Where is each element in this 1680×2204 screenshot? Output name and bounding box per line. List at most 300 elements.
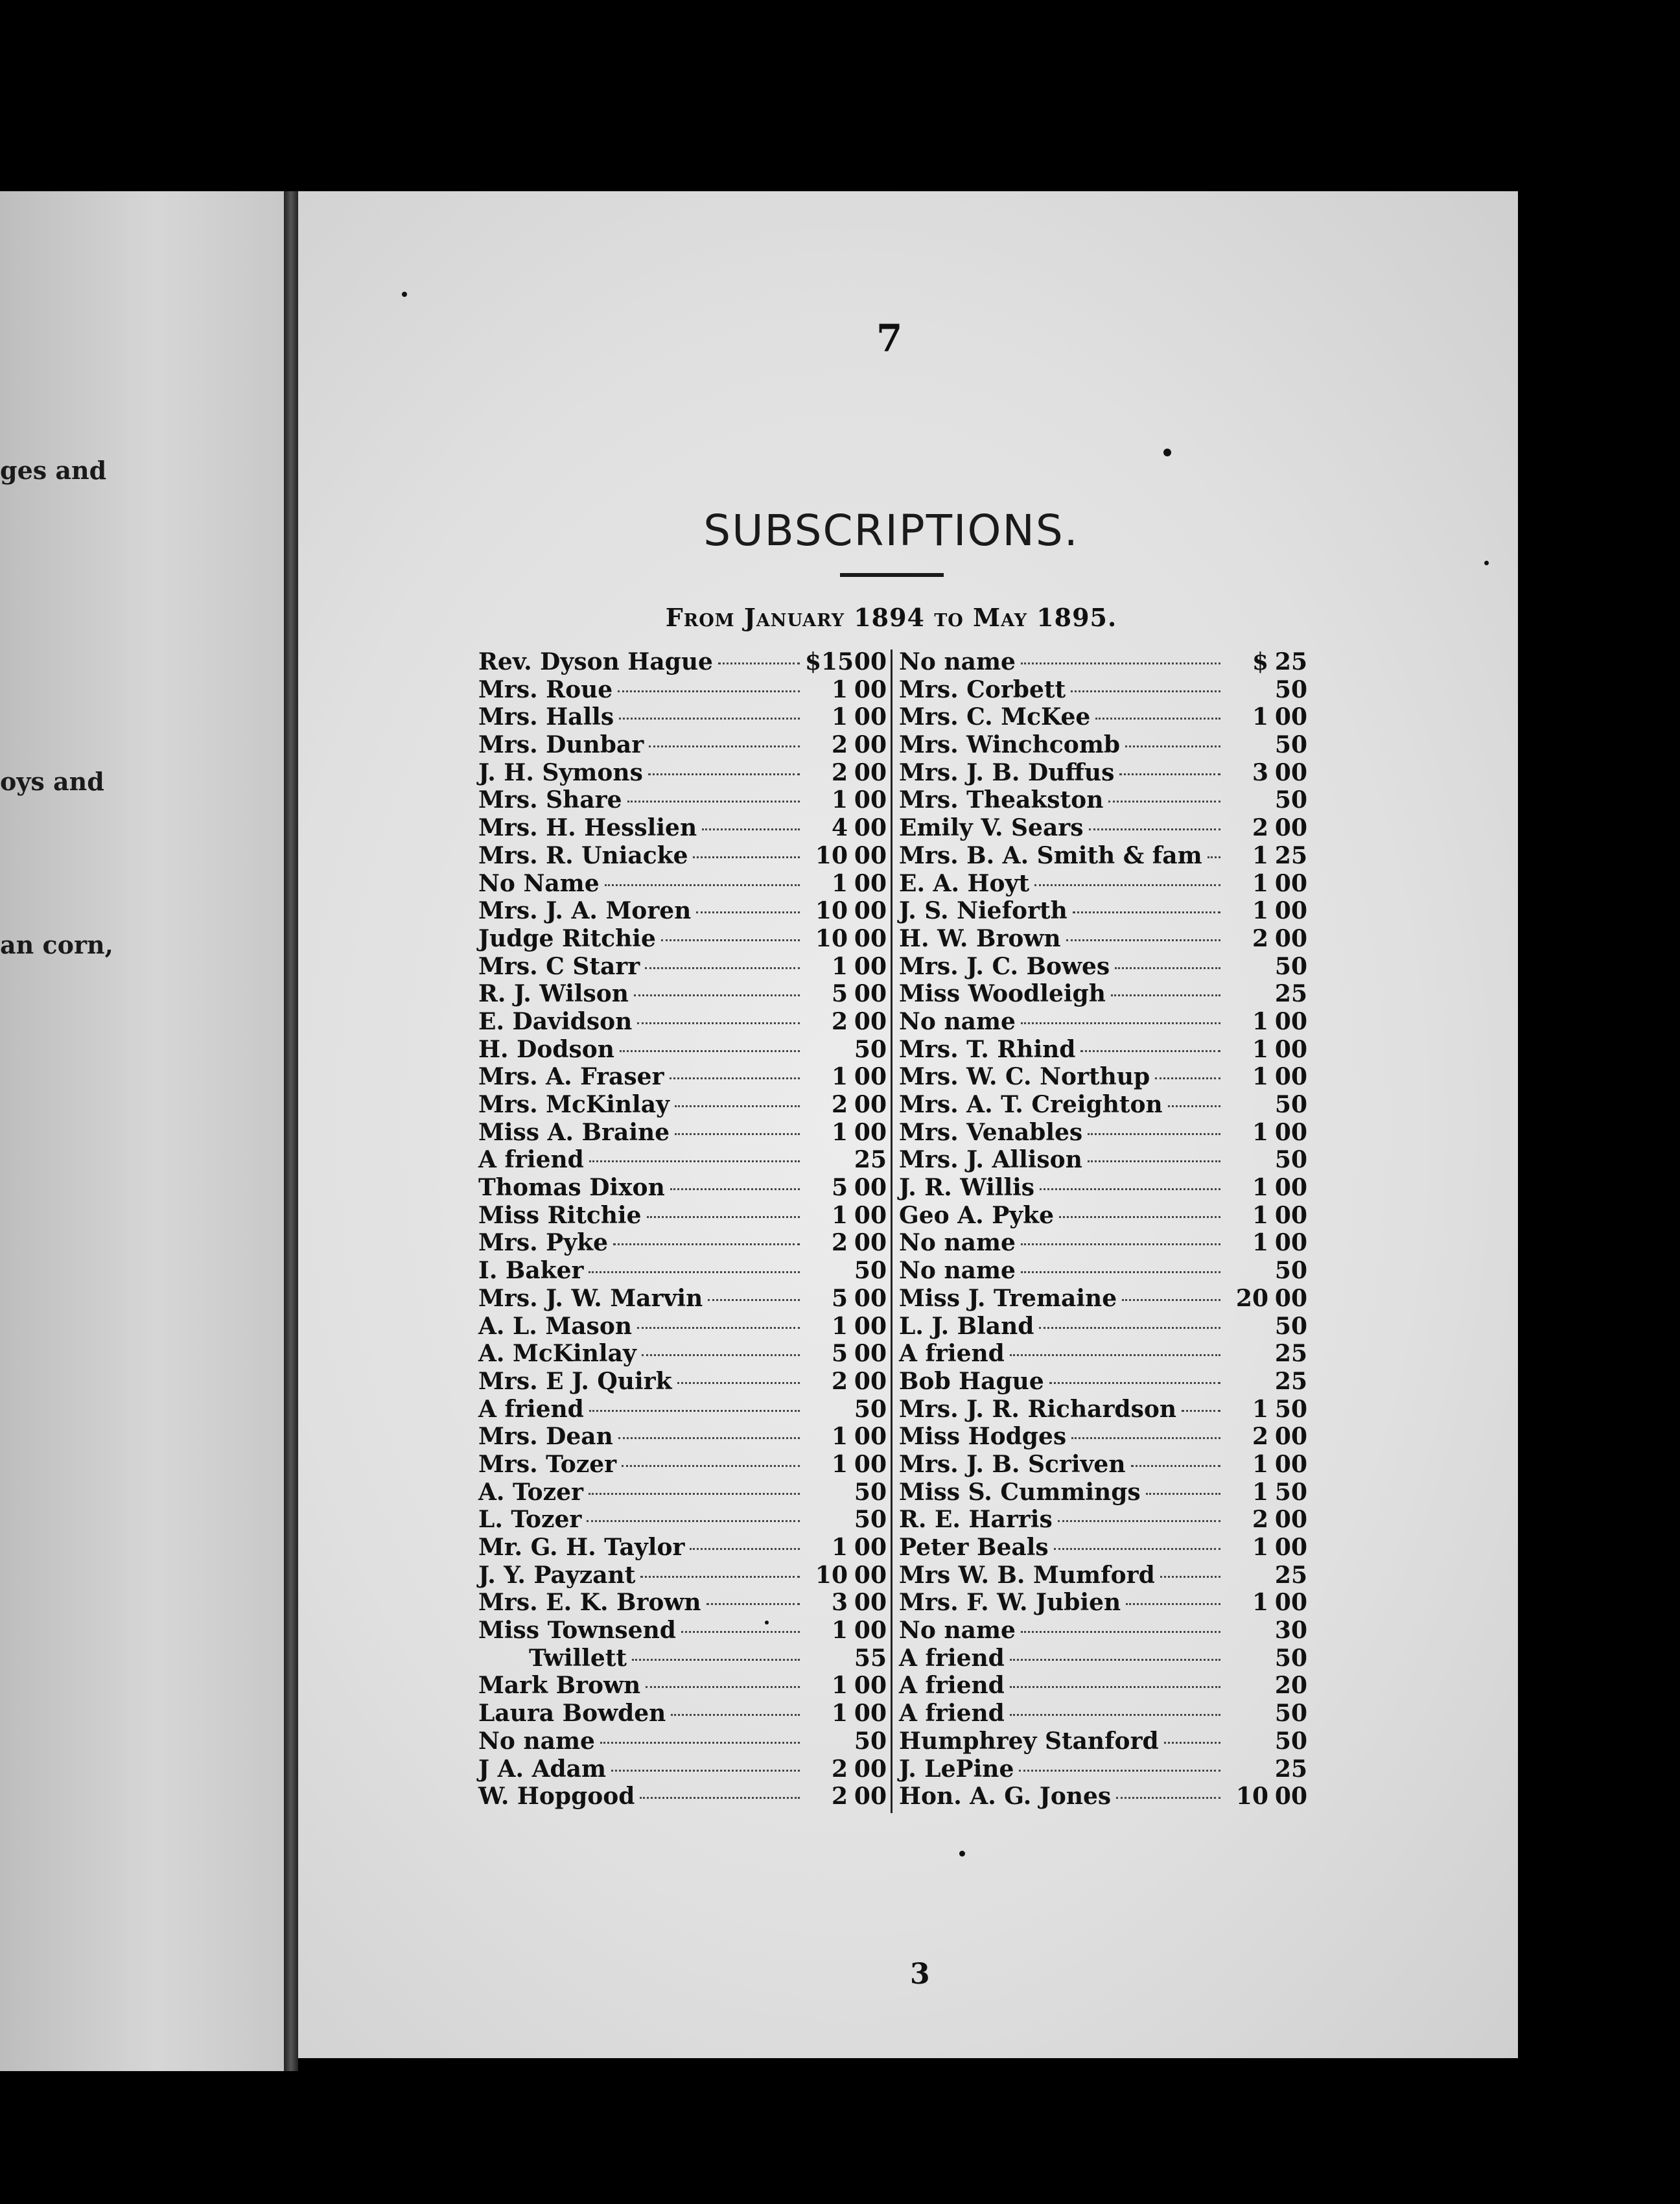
amount-cents: 00	[854, 1672, 887, 1700]
subscription-entry	[899, 814, 1307, 842]
subscription-entry	[899, 1506, 1307, 1534]
amount-cents: 00	[854, 1091, 887, 1118]
amount-dollars: 1	[831, 786, 848, 814]
subscriber-name: Mrs. J. A. Moren	[478, 897, 692, 925]
page-title: SUBSCRIPTIONS.	[703, 506, 1079, 556]
amount-cents: 00	[854, 814, 887, 842]
subscriptions-left-column	[478, 648, 887, 1811]
subscription-entry	[899, 1119, 1307, 1147]
subscriber-name: Mrs. Halls	[478, 703, 614, 731]
amount-cents: 20	[1274, 1672, 1307, 1700]
dot-leader	[1054, 1548, 1220, 1550]
subscription-entry	[899, 1229, 1307, 1257]
subscriber-name: Mrs. J. C. Bowes	[899, 952, 1110, 980]
dot-leader	[647, 1216, 800, 1218]
amount-cents: 00	[854, 731, 887, 759]
subscriber-name: Mrs. E. K. Brown	[478, 1589, 701, 1617]
subscriber-name: No name	[899, 1617, 1016, 1645]
amount-cents: 50	[854, 1035, 887, 1063]
subscription-entry	[478, 1008, 887, 1036]
amount-dollars: 2	[831, 1755, 848, 1783]
amount-cents: 00	[854, 1783, 887, 1811]
subscriber-name: A friend	[899, 1700, 1005, 1728]
amount-dollars: 2	[831, 1091, 848, 1118]
subscription-entry	[899, 1396, 1307, 1424]
subscription-entry	[478, 1451, 887, 1479]
left-page	[0, 191, 284, 2071]
subscriber-name: Miss J. Tremaine	[899, 1284, 1117, 1312]
amount-cents: 00	[854, 980, 887, 1008]
subscriber-name: Mrs. A. Fraser	[478, 1063, 664, 1091]
amount-cents: 00	[854, 1367, 887, 1395]
amount-cents: 00	[854, 1534, 887, 1561]
subscriber-name: Thomas Dixon	[478, 1174, 665, 1202]
amount-cents: 00	[854, 1755, 887, 1783]
subscription-entry	[899, 1700, 1307, 1728]
amount-cents: 00	[854, 1700, 887, 1728]
subscription-entry	[899, 1645, 1307, 1672]
amount-dollars: 1	[1252, 1534, 1268, 1561]
subscriber-name: Mrs. Dunbar	[478, 731, 644, 759]
subscription-entry	[478, 1146, 887, 1174]
amount-cents: 50	[1274, 1727, 1307, 1755]
amount-cents: 50	[1274, 1312, 1307, 1340]
amount-cents: 00	[1274, 1589, 1307, 1617]
dot-leader	[622, 1465, 800, 1467]
subscriber-name: Geo A. Pyke	[899, 1201, 1055, 1229]
amount-cents: 50	[854, 1395, 887, 1423]
subscription-entry	[478, 1423, 887, 1451]
amount-dollars: 1	[1252, 703, 1268, 731]
subscription-entry	[899, 1285, 1307, 1313]
dot-leader	[675, 1105, 800, 1107]
amount-cents: 00	[854, 1229, 887, 1257]
amount-cents: 00	[854, 1589, 887, 1617]
amount-cents: 50	[1274, 952, 1307, 980]
amount-dollars: 1	[831, 1450, 848, 1478]
subscription-entry	[899, 1202, 1307, 1230]
amount-cents: 25	[1274, 648, 1307, 675]
subscription-entry	[478, 1396, 887, 1424]
subscription-entry	[478, 1229, 887, 1257]
amount-dollars: 10	[815, 897, 848, 925]
amount-cents: 50	[1274, 1700, 1307, 1728]
dot-leader	[708, 1299, 800, 1301]
dot-leader	[670, 1188, 800, 1190]
amount-cents: 50	[1274, 1091, 1307, 1118]
subscriber-name: Rev. Dyson Hague	[478, 648, 713, 675]
amount-cents: 00	[854, 675, 887, 703]
subscription-entry	[899, 842, 1307, 870]
dot-leader	[640, 1797, 800, 1799]
amount-cents: 00	[854, 897, 887, 925]
amount-cents: 00	[1274, 1035, 1307, 1063]
subscriber-name: J. Y. Payzant	[478, 1561, 636, 1589]
amount-cents: 50	[1274, 731, 1307, 759]
column-divider	[891, 650, 892, 1813]
amount-dollars: $15	[805, 648, 854, 675]
dot-leader	[661, 939, 800, 941]
amount-cents: 00	[854, 952, 887, 980]
subscriber-name: Mrs. H. Hesslien	[478, 814, 697, 842]
dot-leader	[1049, 1382, 1220, 1384]
subscription-entry	[478, 1063, 887, 1091]
subscriber-name: Mrs. T. Rhind	[899, 1035, 1076, 1063]
subscription-entry	[899, 980, 1307, 1008]
subscription-entry	[478, 1174, 887, 1202]
amount-dollars: $	[1252, 648, 1268, 675]
amount-dollars: 1	[1252, 1063, 1268, 1091]
subscriber-name: No name	[899, 1257, 1016, 1285]
subscriber-name: J. S. Nieforth	[899, 897, 1068, 925]
amount-dollars: 5	[831, 1174, 848, 1202]
dot-leader	[1116, 1797, 1220, 1799]
dot-leader	[1164, 1742, 1220, 1744]
dot-leader	[675, 1133, 800, 1135]
dot-leader	[1168, 1105, 1220, 1107]
subscription-entry	[899, 648, 1307, 676]
amount-dollars: 1	[1252, 1174, 1268, 1202]
subscription-entry	[899, 1617, 1307, 1645]
dot-leader	[1131, 1465, 1220, 1467]
dot-leader	[690, 1548, 800, 1550]
subscription-entry	[478, 1672, 887, 1700]
amount-cents: 00	[854, 1118, 887, 1146]
subscriber-name: Mrs. J. B. Duffus	[899, 758, 1115, 786]
paper-speck	[1484, 561, 1489, 565]
amount-dollars: 1	[831, 1201, 848, 1229]
subscriber-name: Mrs. Dean	[478, 1423, 613, 1451]
amount-cents: 25	[1274, 841, 1307, 869]
left-page-fragment: oys and	[0, 767, 104, 796]
amount-dollars: 1	[831, 703, 848, 731]
subscriber-name: E. Davidson	[478, 1007, 633, 1035]
dot-leader	[589, 1160, 800, 1162]
amount-dollars: 2	[831, 1229, 848, 1257]
subscriber-name: Miss Hodges	[899, 1423, 1067, 1451]
dot-leader	[1066, 939, 1220, 941]
subscription-entry	[899, 1340, 1307, 1368]
subscription-entry	[478, 1202, 887, 1230]
amount-cents: 25	[1274, 1755, 1307, 1783]
amount-dollars: 1	[831, 952, 848, 980]
dot-leader	[1019, 1770, 1220, 1772]
dot-leader	[696, 911, 800, 913]
amount-cents: 50	[1274, 1478, 1307, 1506]
dot-leader	[605, 884, 800, 886]
amount-cents: 00	[854, 703, 887, 731]
amount-cents: 50	[1274, 786, 1307, 814]
paper-speck	[765, 1621, 769, 1624]
subscription-entry	[899, 1451, 1307, 1479]
subscriber-name: A friend	[899, 1644, 1005, 1672]
dot-leader	[1115, 967, 1220, 969]
subscriber-name: Mrs. C. McKee	[899, 703, 1091, 731]
subscription-entry	[899, 703, 1307, 731]
subscriber-name: Mrs. J. B. Scriven	[899, 1450, 1126, 1478]
amount-dollars: 1	[831, 1534, 848, 1561]
subscription-entry	[478, 676, 887, 704]
subscriber-name: No name	[899, 648, 1016, 675]
subscription-entry	[899, 1063, 1307, 1091]
amount-cents: 00	[1274, 758, 1307, 786]
amount-dollars: 1	[1252, 897, 1268, 925]
subscription-entry	[478, 1783, 887, 1811]
subscriber-name: Miss A. Braine	[478, 1118, 670, 1146]
subscriber-name: Mrs. Venables	[899, 1118, 1083, 1146]
subscription-entry	[478, 1119, 887, 1147]
dot-leader	[706, 1603, 800, 1605]
subscriber-name: Mrs. A. T. Creighton	[899, 1091, 1163, 1118]
subscription-entry	[899, 1589, 1307, 1617]
dot-leader	[1088, 1133, 1220, 1135]
dot-leader	[1155, 1077, 1220, 1079]
amount-cents: 00	[1274, 1063, 1307, 1091]
subscriber-name: Miss S. Cummings	[899, 1478, 1141, 1506]
dot-leader	[670, 1077, 800, 1079]
subscriptions-right-column	[899, 648, 1307, 1811]
subscriber-name: No Name	[478, 869, 600, 897]
subscription-entry	[478, 1340, 887, 1368]
amount-dollars: 1	[831, 675, 848, 703]
dot-leader	[618, 690, 800, 692]
dot-leader	[1119, 773, 1220, 775]
amount-dollars: 1	[1252, 1118, 1268, 1146]
amount-dollars: 1	[831, 1700, 848, 1728]
left-page-fragment: ges and	[0, 456, 107, 485]
subscription-entry	[899, 1313, 1307, 1341]
amount-cents: 00	[854, 1284, 887, 1312]
dot-leader	[1034, 884, 1220, 886]
amount-dollars: 10	[1235, 1783, 1268, 1811]
dot-leader	[634, 994, 800, 996]
subscriber-name: J. R. Willis	[899, 1174, 1035, 1202]
dot-leader	[600, 1742, 800, 1744]
amount-cents: 55	[854, 1644, 887, 1672]
subscriber-name: Miss Ritchie	[478, 1201, 642, 1229]
subscriber-name: Mrs. F. W. Jubien	[899, 1589, 1121, 1617]
dot-leader	[1021, 1243, 1220, 1245]
amount-dollars: 2	[1252, 1423, 1268, 1451]
subscription-entry	[899, 1534, 1307, 1562]
amount-dollars: 1	[1252, 1035, 1268, 1063]
dot-leader	[1182, 1410, 1220, 1412]
subscriber-name: L. Tozer	[478, 1506, 582, 1534]
amount-cents: 00	[854, 1423, 887, 1451]
amount-cents: 00	[1274, 1174, 1307, 1202]
dot-leader	[1073, 911, 1220, 913]
amount-dollars: 20	[1235, 1284, 1268, 1312]
subscription-entry	[478, 897, 887, 925]
subscription-entry	[899, 1783, 1307, 1811]
subscription-entry	[478, 1728, 887, 1755]
amount-cents: 50	[1274, 1146, 1307, 1174]
dot-leader	[589, 1493, 800, 1495]
subscription-entry	[478, 648, 887, 676]
subscriber-name: Mrs. Winchcomb	[899, 731, 1121, 759]
subscriber-name: Mrs. J. W. Marvin	[478, 1284, 703, 1312]
subscriber-name: J. H. Symons	[478, 758, 643, 786]
amount-cents: 50	[1274, 675, 1307, 703]
subscriber-name: Mrs. Pyke	[478, 1229, 608, 1257]
subscription-entry	[478, 1091, 887, 1119]
dot-leader	[1010, 1686, 1220, 1688]
dot-leader	[671, 1714, 800, 1716]
dot-leader	[1126, 1603, 1220, 1605]
subscription-entry	[478, 1479, 887, 1506]
amount-dollars: 2	[831, 1783, 848, 1811]
dot-leader	[1108, 801, 1220, 803]
dot-leader	[1021, 662, 1220, 664]
amount-cents: 00	[854, 758, 887, 786]
amount-cents: 25	[1274, 1340, 1307, 1368]
dot-leader	[613, 1243, 800, 1245]
subscription-entry	[478, 1755, 887, 1783]
subscriber-name: Humphrey Stanford	[899, 1727, 1159, 1755]
subscriber-name: H. W. Brown	[899, 924, 1061, 952]
subscriber-name: A. L. Mason	[478, 1312, 633, 1340]
subscriber-name: L. J. Bland	[899, 1312, 1034, 1340]
subscriber-name: No name	[478, 1727, 595, 1755]
subscriber-name: A friend	[478, 1395, 584, 1423]
dot-leader	[645, 967, 800, 969]
amount-dollars: 5	[831, 1340, 848, 1368]
paper-speck	[959, 1851, 965, 1857]
subscriber-name: A friend	[899, 1672, 1005, 1700]
subscription-entry	[478, 1285, 887, 1313]
subscriber-name: R. E. Harris	[899, 1506, 1053, 1534]
amount-cents: 50	[854, 1506, 887, 1534]
subscriber-name: No name	[899, 1007, 1016, 1035]
book-gutter	[284, 191, 298, 2071]
paper-speck	[1163, 449, 1171, 456]
amount-dollars: 4	[831, 814, 848, 842]
subscriber-name: Mrs. W. C. Northup	[899, 1063, 1150, 1091]
amount-dollars: 1	[831, 1617, 848, 1645]
dot-leader	[702, 828, 800, 830]
amount-dollars: 2	[831, 1367, 848, 1395]
subscription-entry	[899, 759, 1307, 787]
subscriber-name: Mrs. C Starr	[478, 952, 640, 980]
amount-dollars: 1	[831, 1118, 848, 1146]
amount-dollars: 1	[1252, 1229, 1268, 1257]
dot-leader	[1122, 1299, 1220, 1301]
amount-dollars: 3	[1252, 758, 1268, 786]
amount-dollars: 1	[1252, 1450, 1268, 1478]
amount-cents: 00	[854, 924, 887, 952]
amount-cents: 00	[854, 1174, 887, 1202]
subscription-entry	[899, 870, 1307, 898]
dot-leader	[1021, 1022, 1220, 1024]
dot-leader	[1010, 1354, 1220, 1356]
amount-cents: 00	[854, 786, 887, 814]
dot-leader	[1071, 690, 1220, 692]
subscriber-name: I. Baker	[478, 1257, 584, 1285]
subscription-entry	[899, 731, 1307, 759]
subscription-entry	[478, 1534, 887, 1562]
subscriber-name: Mrs W. B. Mumford	[899, 1561, 1155, 1589]
subscriber-name: H. Dodson	[478, 1035, 614, 1063]
subscriber-name: Mrs. J. Allison	[899, 1146, 1082, 1174]
subscriber-name: Peter Beals	[899, 1534, 1049, 1561]
amount-dollars: 1	[831, 1063, 848, 1091]
bottom-mark: 3	[910, 1958, 930, 1991]
dot-leader	[677, 1382, 800, 1384]
amount-dollars: 1	[831, 1312, 848, 1340]
subscription-entry	[899, 1368, 1307, 1396]
subscriber-name: Mrs. R. Uniacke	[478, 841, 688, 869]
dot-leader	[1208, 856, 1220, 858]
dot-leader	[642, 1354, 800, 1356]
amount-dollars: 2	[831, 731, 848, 759]
subscriber-name: No name	[899, 1229, 1016, 1257]
dot-leader	[1058, 1520, 1220, 1522]
dot-leader	[1125, 745, 1220, 747]
left-page-fragment: an corn,	[0, 930, 113, 959]
subscription-entry	[899, 786, 1307, 814]
subscription-entry	[478, 925, 887, 953]
amount-cents: 00	[1274, 869, 1307, 897]
subscription-entry	[478, 953, 887, 981]
subscription-entry	[899, 925, 1307, 953]
amount-cents: 25	[1274, 1561, 1307, 1589]
dot-leader	[1021, 1271, 1220, 1273]
subscriber-name: Emily V. Sears	[899, 814, 1084, 842]
subscription-entry	[899, 1479, 1307, 1506]
title-rule	[840, 573, 944, 577]
amount-cents: 00	[854, 1201, 887, 1229]
subscription-entry	[478, 1700, 887, 1728]
subscriber-name: Mrs. B. A. Smith & fam	[899, 841, 1202, 869]
dot-leader	[1088, 1160, 1220, 1162]
subscriber-name: Mrs. Roue	[478, 675, 613, 703]
subscriber-name: Miss Townsend	[478, 1617, 676, 1645]
amount-cents: 00	[854, 1007, 887, 1035]
page-number: 7	[876, 316, 903, 360]
amount-cents: 00	[1274, 924, 1307, 952]
subscriber-name: Mrs. Corbett	[899, 675, 1066, 703]
dot-leader	[1146, 1493, 1220, 1495]
subscription-entry	[478, 1368, 887, 1396]
dot-leader	[587, 1520, 800, 1522]
subscriber-name: Judge Ritchie	[478, 924, 656, 952]
amount-cents: 00	[854, 1312, 887, 1340]
subscription-entry	[478, 731, 887, 759]
subscriber-name: A friend	[899, 1340, 1005, 1368]
dot-leader	[1089, 828, 1220, 830]
amount-dollars: 10	[815, 1561, 848, 1589]
subscription-entry	[899, 1755, 1307, 1783]
subscription-entry	[478, 1645, 887, 1672]
dot-leader	[1040, 1188, 1220, 1190]
amount-cents: 00	[854, 1561, 887, 1589]
subscriber-name: R. J. Wilson	[478, 980, 629, 1008]
amount-cents: 25	[1274, 1367, 1307, 1395]
dot-leader	[1111, 994, 1220, 996]
subscriber-name: A. Tozer	[478, 1478, 583, 1506]
subscription-entry	[478, 1506, 887, 1534]
dot-leader	[637, 1022, 800, 1024]
subscriber-name: J. LePine	[899, 1755, 1014, 1783]
amount-dollars: 2	[1252, 814, 1268, 842]
subscription-entry	[899, 953, 1307, 981]
subscriber-name: Hon. A. G. Jones	[899, 1783, 1112, 1811]
dot-leader	[1059, 1216, 1220, 1218]
amount-cents: 00	[1274, 897, 1307, 925]
amount-cents: 00	[1274, 1534, 1307, 1561]
dot-leader	[627, 801, 800, 803]
subscription-entry	[478, 1562, 887, 1589]
